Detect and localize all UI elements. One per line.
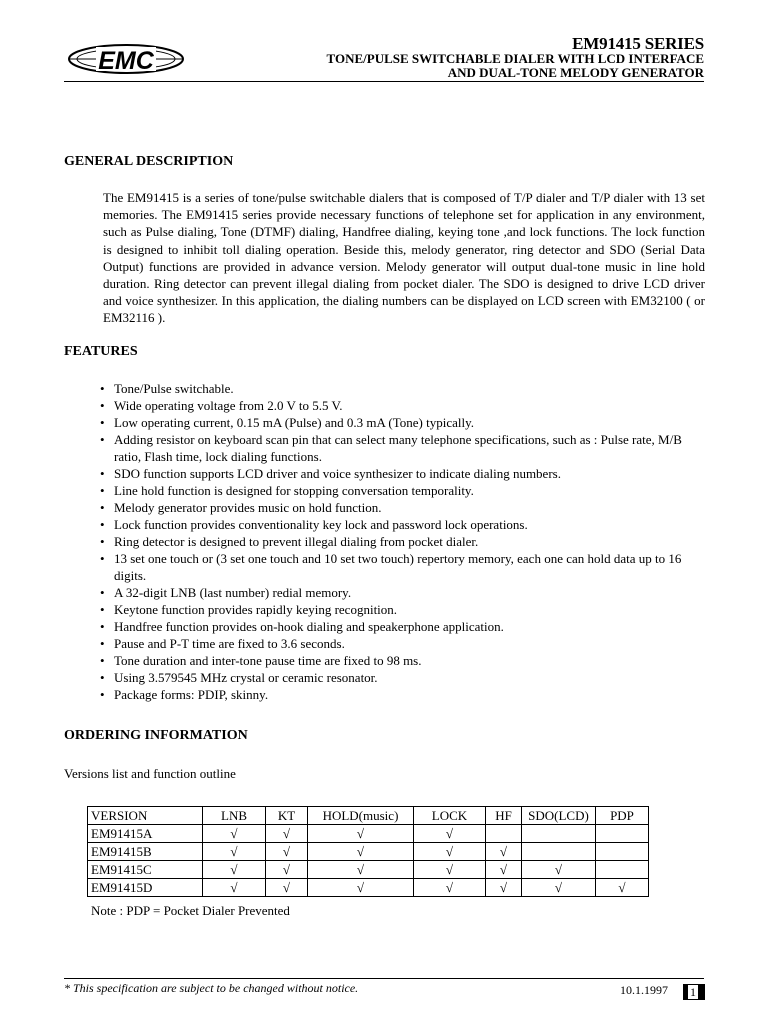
list-item (100, 652, 710, 669)
list-item (100, 601, 710, 618)
feature-text: Tone duration and inter-tone pause time are fixed to 98 ms. (114, 653, 422, 668)
bullet: • (100, 670, 105, 685)
feature-text: Lock function provides conventionality key lock and password lock operations. (114, 517, 528, 532)
table-cell: √ (203, 879, 266, 897)
page-number-box (683, 984, 705, 1000)
page-number: 1 (690, 985, 696, 999)
bullet: • (100, 687, 105, 702)
feature-text: 13 set one touch or (3 set one touch and 10 set two touch) repertory memory, each one can hold data up to 16 digits. (114, 551, 682, 583)
feature-text: A 32-digit LNB (last number) redial memory. (114, 585, 352, 600)
feature-text: Low operating current, 0.15 mA (Pulse) and 0.3 mA (Tone) typically. (114, 415, 475, 430)
table-header-cell: VERSION (88, 807, 203, 825)
feature-text: Pause and P-T time are fixed to 3.6 seconds. (114, 636, 345, 651)
feature-text: Line hold function is designed for stopping conversation temporality. (114, 483, 474, 498)
logo-text: EMC (98, 47, 154, 75)
table-cell: √ (203, 861, 266, 879)
table-cell: √ (414, 861, 486, 879)
features-heading: FEATURES (64, 344, 138, 359)
table-cell: √ (414, 843, 486, 861)
table-cell: √ (266, 879, 308, 897)
bullet: • (100, 653, 105, 668)
table-cell: √ (308, 825, 414, 843)
feature-text: Wide operating voltage from 2.0 V to 5.5 V. (114, 398, 343, 413)
table-header-cell: HF (486, 807, 522, 825)
table-cell: EM91415C (88, 861, 203, 879)
list-item (100, 431, 710, 465)
list-item (100, 465, 710, 482)
feature-text: Ring detector is designed to prevent illegal dialing from pocket dialer. (114, 534, 479, 549)
bullet: • (100, 432, 105, 447)
bullet: • (100, 551, 105, 566)
table-cell (522, 825, 596, 843)
table-cell: √ (486, 843, 522, 861)
list-item (100, 635, 710, 652)
table-cell: √ (308, 861, 414, 879)
table-header-cell: SDO(LCD) (522, 807, 596, 825)
bullet: • (100, 483, 105, 498)
table-cell: EM91415A (88, 825, 203, 843)
list-item (100, 550, 710, 584)
bullet: • (100, 500, 105, 515)
list-item (100, 380, 710, 397)
table-row (88, 825, 649, 843)
list-item (100, 414, 710, 431)
list-item (100, 516, 710, 533)
table-cell: √ (203, 843, 266, 861)
list-item (100, 482, 710, 499)
table-header-cell: LNB (203, 807, 266, 825)
header-rule (64, 81, 704, 82)
list-item (100, 669, 710, 686)
table-cell: EM91415B (88, 843, 203, 861)
table-cell: √ (522, 861, 596, 879)
table-cell: √ (486, 861, 522, 879)
table-cell: √ (203, 825, 266, 843)
table-cell: √ (522, 879, 596, 897)
ordering-information-heading: ORDERING INFORMATION (64, 728, 248, 743)
bullet: • (100, 517, 105, 532)
feature-text: Package forms: PDIP, skinny. (114, 687, 269, 702)
table-note: Note : PDP = Pocket Dialer Prevented (91, 903, 290, 918)
list-item (100, 686, 710, 703)
document-series: EM91415 SERIES (572, 34, 704, 53)
table-row (88, 861, 649, 879)
table-cell: EM91415D (88, 879, 203, 897)
table-row (88, 879, 649, 897)
table-cell (486, 825, 522, 843)
table-cell: √ (414, 825, 486, 843)
table-cell: √ (308, 879, 414, 897)
list-item (100, 499, 710, 516)
table-cell (596, 861, 649, 879)
versions-table (87, 806, 649, 897)
subtitle-line-1: TONE/PULSE SWITCHABLE DIALER WITH LCD INTERFACE (326, 51, 704, 66)
table-cell (596, 843, 649, 861)
features-list (100, 380, 710, 703)
table-cell: √ (486, 879, 522, 897)
table-cell: √ (308, 843, 414, 861)
bullet: • (100, 636, 105, 651)
table-header-cell: KT (266, 807, 308, 825)
table-header-cell: HOLD(music) (308, 807, 414, 825)
bullet: • (100, 585, 105, 600)
bullet: • (100, 381, 105, 396)
table-header-cell: LOCK (414, 807, 486, 825)
general-description-text: The EM91415 is a series of tone/pulse switchable dialers that is composed of T/P dialer and T/P dialer with 13 set memories. The EM91415 series provide necessary functions of telephone set for application in any environment, such as Pulse dialing, Tone (DTMF) dialing, Handfree dialing, keying tone ,and lock functions. The lock function is designed to inhibit toll dialing operation. Beside this, melody generator, ring detector and SDO (Serial Data Output) functions are provided in advance version. Melody generator will output dual-tone music in line hold duration. Ring detector can prevent illegal dialing from pocket dialer. The SDO is designed to drive LCD driver and voice synthesizer. In this application, the dialing numbers can be displayed on LCD screen with EM32100 ( or EM32116 ). (103, 190, 705, 326)
table-cell (596, 825, 649, 843)
versions-intro: Versions list and function outline (64, 766, 236, 781)
feature-text: Handfree function provides on-hook dialing and speakerphone application. (114, 619, 504, 634)
table-cell: √ (266, 825, 308, 843)
bullet: • (100, 619, 105, 634)
feature-text: Tone/Pulse switchable. (114, 381, 234, 396)
feature-text: Keytone function provides rapidly keying recognition. (114, 602, 398, 617)
table-cell (522, 843, 596, 861)
feature-text: Using 3.579545 MHz crystal or ceramic resonator. (114, 670, 378, 685)
table-cell: √ (266, 861, 308, 879)
bullet: • (100, 466, 105, 481)
list-item (100, 533, 710, 550)
footer-notice: * This specification are subject to be changed without notice. (64, 981, 359, 995)
feature-text: Adding resistor on keyboard scan pin that can select many telephone specifications, such as : Pulse rate, M/B ratio, Flash time, lock dialing functions. (114, 432, 682, 464)
table-header-row (88, 807, 649, 825)
list-item (100, 584, 710, 601)
feature-text: SDO function supports LCD driver and voice synthesizer to indicate dialing numbers. (114, 466, 561, 481)
bullet: • (100, 398, 105, 413)
footer-date: 10.1.1997 (620, 983, 668, 997)
bullet: • (100, 534, 105, 549)
table-row (88, 843, 649, 861)
document-subtitle (327, 52, 704, 80)
table-header-cell: PDP (596, 807, 649, 825)
emc-logo (66, 38, 186, 78)
list-item (100, 397, 710, 414)
bullet: • (100, 415, 105, 430)
bullet: • (100, 602, 105, 617)
table-cell: √ (414, 879, 486, 897)
subtitle-line-2: AND DUAL-TONE MELODY GENERATOR (447, 65, 704, 80)
table-cell: √ (596, 879, 649, 897)
table-cell: √ (266, 843, 308, 861)
feature-text: Melody generator provides music on hold function. (114, 500, 382, 515)
footer-rule (64, 978, 704, 979)
list-item (100, 618, 710, 635)
general-description-heading: GENERAL DESCRIPTION (64, 154, 234, 169)
